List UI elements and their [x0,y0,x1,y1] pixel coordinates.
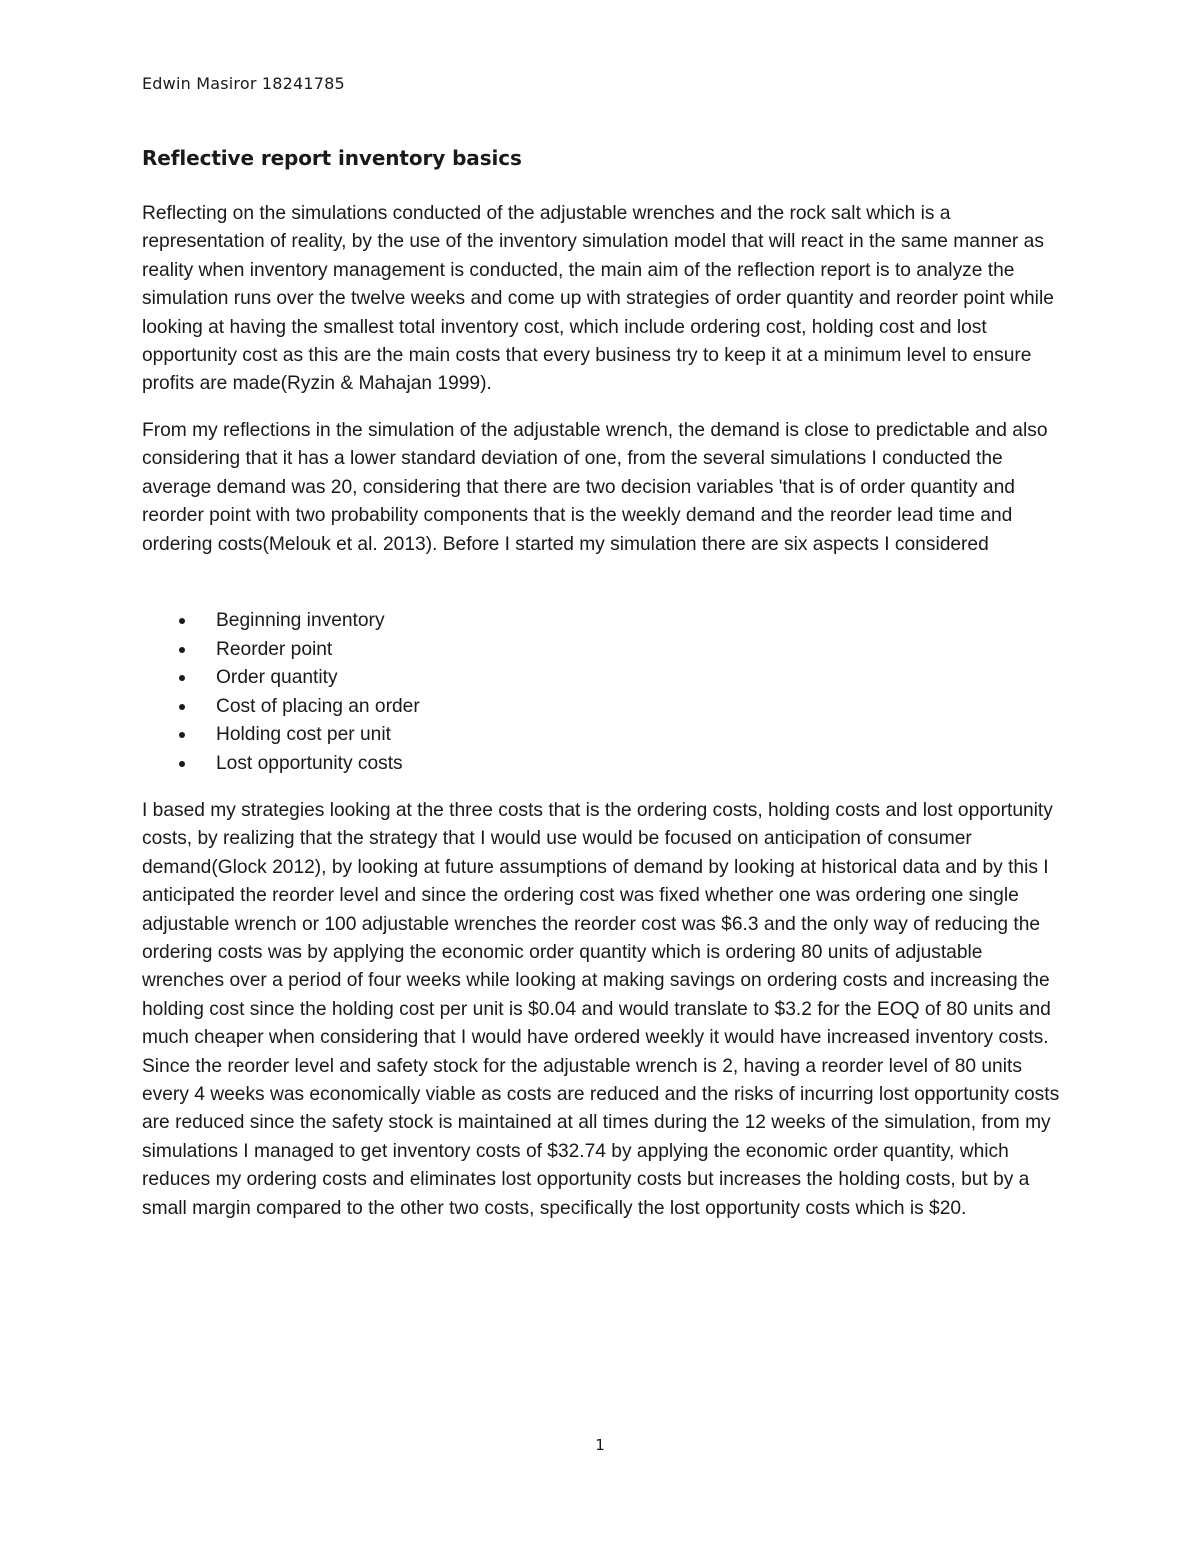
list-item [142,750,742,779]
document-title: Reflective report inventory basics [142,146,522,170]
list-item [142,636,742,665]
list-item-label: Holding cost per unit [216,724,391,746]
paragraph-reflections: From my reflections in the simulation of the adjustable wrench, the demand is close to predictable and also considering that it has a lower standard deviation of one, from the several simulations I conducted the average demand was 20, considering that there are two decision variables 'that is of order quantity and reorder point with two probability components that is the weekly demand and the reorder lead time and ordering costs(Melouk et al. 2013). Before I started my simulation there are six aspects I considered [142,420,1048,555]
paragraph-intro: Reflecting on the simulations conducted of the adjustable wrenches and the rock salt which is a representation of reality, by the use of the inventory simulation model that will react in the same manner as reality when inventory management is conducted, the main aim of the reflection report is to analyze the simulation runs over the twelve weeks and come up with strategies of order quantity and reorder point while looking at having the smallest total inventory cost, which include ordering cost, holding cost and lost opportunity cost as this are the main costs that every business try to keep it at a minimum level to ensure profits are made(Ryzin & Mahajan 1999). [142,203,1054,395]
bullet-icon [179,732,185,738]
list-item-label: Lost opportunity costs [216,752,403,774]
list-item-label: Beginning inventory [216,610,385,631]
aspects-list [142,607,742,779]
list-item [142,693,742,722]
paragraph-strategies: I based my strategies looking at the three costs that is the ordering costs, holding costs and lost opportunity costs, by realizing that the strategy that I would use would be focused on anticipation of consumer demand(Glock 2012), by looking at future assumptions of demand by looking at historical data and by this I anticipated the reorder level and since the ordering cost was fixed whether one was ordering one single adjustable wrench or 100 adjustable wrenches the reorder cost was $6.3 and the only way of reducing the ordering costs was by applying the economic order quantity which is ordering 80 units of adjustable wrenches over a period of four weeks while looking at making savings on ordering costs and increasing the holding cost since the holding cost per unit is $0.04 and would translate to $3.2 for the EOQ of 80 units and much cheaper when considering that I would have ordered weekly it would have increased inventory costs. Since the reorder level and safety stock for the adjustable wrench is 2, having a reorder level of 80 units every 4 weeks was economically viable as costs are reduced and the risks of incurring lost opportunity costs are reduced since the safety stock is maintained at all times during the 12 weeks of the simulation, from my simulations I managed to get inventory costs of $32.74 by applying the economic order quantity, which reduces my ordering costs and eliminates lost opportunity costs but increases the holding costs, but by a small margin compared to the other two costs, specifically the lost opportunity costs which is $20. [142,800,1060,1219]
bullet-icon [179,618,185,624]
list-item [142,721,742,750]
list-item-label: Cost of placing an order [216,695,420,717]
list-item-label: Order quantity [216,667,338,689]
bullet-icon [179,647,185,653]
list-item [142,664,742,693]
author-header: Edwin Masiror 18241785 [142,74,345,93]
list-item [142,607,742,636]
bullet-icon [179,761,185,767]
bullet-icon [179,704,185,710]
list-item-label: Reorder point [216,638,333,660]
bullet-icon [179,675,185,681]
page-number: 1 [595,1436,605,1454]
